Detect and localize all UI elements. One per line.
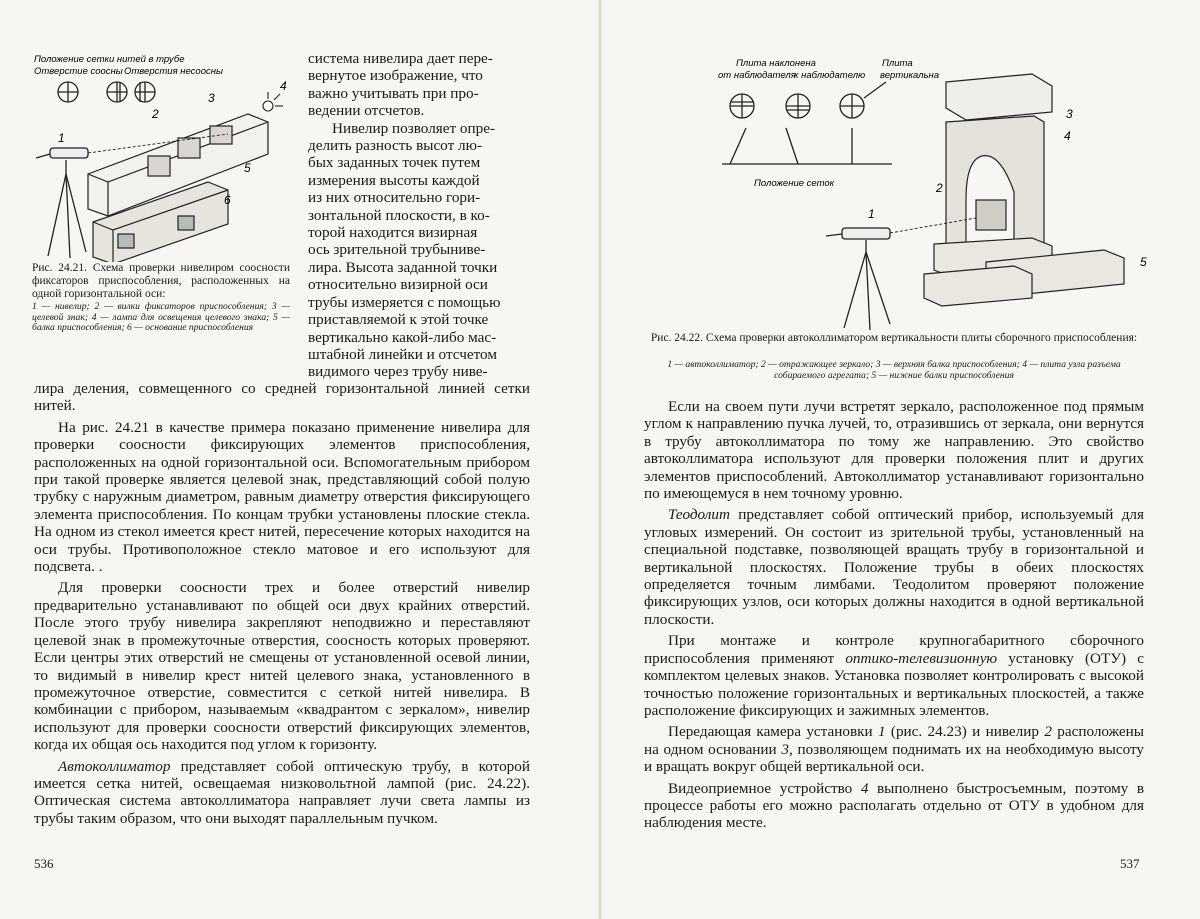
paragraph: лира деления, совмещенного со средней горизонтальной линией сетки нитей. [34, 380, 530, 415]
ref-number: 3 [781, 740, 789, 758]
paragraph: Если на своем пути лучи встретят зеркало, расположенное под прямым углом к направлению пучка лучей, то, отразившись от зеркала, они вернутся в трубу автоколлиматора по тому же направлению. Это свойство автоколлиматора используют для проверки положения плит и других элементов приспособлений. Автоколлиматор устанавливают горизонтально по имеющемуся в нем точному уровню. [644, 398, 1144, 503]
figure-24-22 [714, 52, 1184, 330]
paragraph-text: (рис. 24.23) и нивелир [885, 723, 1045, 741]
ref-number: 4 [860, 779, 869, 797]
fig-num-3: 3 [208, 91, 215, 105]
fig-num-5: 5 [1140, 255, 1147, 269]
fig-label-toward: к наблюдателю [794, 70, 866, 81]
side-line: вернутое изображение, что [308, 67, 483, 85]
side-line: штабной линейки и отсчетом [308, 345, 497, 363]
side-line: относительно визирной оси [308, 276, 488, 294]
paragraph-text: , позволяющем поднимать их на необходимую высоту и вращать вокруг общей вертикальной оси. [644, 740, 1144, 776]
side-line: вертикально какой-либо мас- [308, 328, 497, 346]
fig-label-coaxial: Отверстие соосны [34, 66, 123, 77]
fig-num-2: 2 [936, 181, 943, 195]
side-line: ось зрительной трубыниве- [308, 241, 486, 259]
right-body-text [644, 398, 1144, 832]
ref-number: 1 [877, 723, 886, 741]
paragraph-text: установку (ОТУ) с комплектом целевых знаков. Установка позволяет контролировать с высокой точностью положение горизонтальных и вертикальных плоскостей, а также расположение фиксирующих и зажимных элементов. [644, 649, 1144, 719]
fig-label-grid-positions: Положение сеток [754, 178, 835, 189]
figure-caption: Рис. 24.22. Схема проверки автоколлиматором вертикальности плиты сборочного приспособления: [650, 332, 1138, 344]
fig-num-1: 1 [868, 207, 875, 221]
side-line: из них относительно гори- [308, 189, 481, 207]
fig-num-4: 4 [1064, 129, 1071, 143]
reticle-icon [730, 94, 864, 118]
paragraph-text: При монтаже и контроле крупногабаритного сборочного приспособления применяют [644, 632, 1144, 667]
fig-label-away: от наблюдателя [718, 70, 796, 81]
side-line: лира. Высота заданной точки [308, 258, 498, 276]
term-theodolite: Теодолит [668, 506, 730, 524]
term-autocollimator: Автоколлиматор [58, 757, 171, 775]
paragraph: На рис. 24.21 в качестве примера показано применение нивелира для проверки соосности фиксирующих элементов приспособления, расположенных на одной горизонтальной оси. Вспомогательным прибором при такой проверке является целевой знак, представляющий собой полую трубку с наружным диаметром, равным диаметру отверстия фиксирующего элемента приспособления. По концам трубки установлены плоские стекла. На одном из стекол имеется крест нитей, пересечение которых находится на оси трубы. Противоположное стекло матовое и его используют для подсвета. . [34, 418, 530, 576]
fig-num-5: 5 [244, 161, 251, 175]
fig-label-vertical: вертикальна [880, 70, 940, 81]
fig-num-2: 2 [152, 107, 159, 121]
page-number: 536 [34, 856, 54, 871]
term-optical-tv: оптико-телевизионную [845, 649, 998, 667]
fig-label-reticle-position: Положение сетки нитей в трубе [34, 54, 185, 65]
fig-label-noncoaxial: Отверстия несоосны [124, 66, 223, 77]
right-page [600, 0, 1200, 919]
paragraph [644, 506, 1144, 628]
side-line: делить разность высот лю- [308, 137, 482, 155]
lamp-icon [263, 92, 283, 111]
paragraph [644, 780, 1144, 832]
figure-24-21 [28, 44, 300, 262]
figure-caption: Рис. 24.21. Схема проверки нивелиром соосности фиксаторов приспособления, расположенных на одной горизонтальной оси: [32, 262, 290, 300]
side-line: система нивелира дает пере- [308, 50, 493, 67]
fig-num-3: 3 [1066, 107, 1073, 121]
figure-caption-legend: 1 — нивелир; 2 — вилки фиксаторов приспособления; 3 — целевой знак; 4 — лампа для освещения целевого знака; 5 — балка приспособления; 6 — основание приспособления [32, 301, 290, 334]
paragraph-text: представляет собой оптическую трубу, в которой имеется сетка нитей, освещаемая низковольтной лампой (рис. 24.22). Оптическая система автоколлиматора направляет лучи света лампы из трубы таким образом, что они выходят параллельным пучком. [34, 757, 530, 827]
side-line: измерения высоты каждой [308, 171, 480, 189]
paragraph-text: Видеоприемное устройство [668, 779, 861, 797]
side-line: торой находится визирная [308, 224, 478, 242]
fig-label-tilted: Плита наклонена [736, 58, 816, 69]
fig-num-1: 1 [58, 131, 65, 145]
fixture-drawing [924, 74, 1124, 306]
plate-positions-drawing [722, 82, 892, 164]
ref-number: 2 [1044, 723, 1052, 741]
fig-label-plate: Плита [882, 58, 913, 69]
side-line: приставляемой к этой точке [308, 311, 489, 329]
figure-caption-legend: 1 — автоколлиматор; 2 — отражающее зеркало; 3 — верхняя балка приспособления; 4 — плита узла разъема собираемого агрегата; 5 — нижние балки приспособления [667, 359, 1121, 381]
side-line: зонтальной плоскости, в ко- [308, 206, 490, 224]
paragraph-text: выполнено быстросъемным, поэтому в процессе работы его можно располагать отдельно от ОТУ в удобном для наблюдения месте. [644, 779, 1144, 832]
side-line: трубы измеряется с помощью [308, 293, 501, 311]
paragraph-text: расположены на одном основании [644, 723, 1144, 758]
side-line: видимого через трубу ниве- [308, 363, 488, 381]
reticle-icon [58, 82, 155, 102]
paragraph-text: представляет собой оптический прибор, используемый для угловых измерений. Он состоит из зрительной трубы, установленный на специальной подставке, позволяющей вращать трубу в горизонтальной и вертикальной плоскостях. Положение трубы в обеих плоскостях определяется точным лимбами. Теодолитом проверяют положение фиксирующих узлов, оси которых должны находится в одной вертикальной плоскости. [644, 506, 1144, 628]
paragraph [644, 632, 1144, 719]
paragraph [644, 723, 1144, 775]
fig-num-4: 4 [280, 79, 287, 93]
fixture-beam-drawing [88, 114, 268, 262]
page-number: 537 [1120, 856, 1140, 871]
fig-num-6: 6 [224, 193, 231, 207]
side-line: бых заданных точек путем [308, 154, 481, 172]
side-line: Нивелир позволяет опре- [332, 119, 496, 137]
paragraph: Для проверки соосности трех и более отверстий нивелир предварительно устанавливают по общей оси двух крайних отверстий. После этого трубу нивелира закрепляют неподвижно и переставляют целевой знак в промежуточные отверстия, соосность которых проверяют. Если центры этих отверстий не смещены от установленной осевой линии, то видимый в нивелир крест нитей целевого знака, установленного в промежуточное отверстие, совместится с сеткой нитей нивелира. В комбинации с прибором, называемым «квадрантом с зеркалом», нивелир используют для проверки соосности отверстий фиксирующих элементов, когда их общая ось находится под углом к горизонту. [34, 579, 530, 754]
side-line: важно учитывать при про- [308, 84, 479, 102]
side-line: ведении отсчетов. [308, 102, 425, 120]
paragraph-text: Передающая камера установки [668, 723, 878, 741]
paragraph [34, 758, 530, 828]
left-body-text [34, 380, 530, 827]
side-text-column [308, 50, 530, 381]
